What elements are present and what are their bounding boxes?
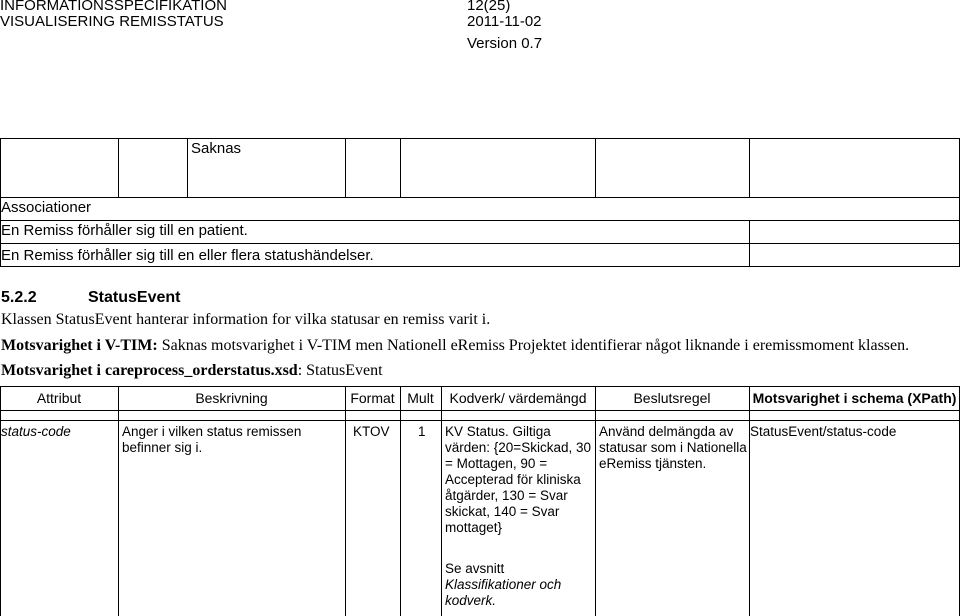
- cell-line: åtgärder, 130 = Svar: [445, 488, 568, 503]
- table-border: [749, 386, 750, 616]
- page-number: 12(25): [467, 0, 511, 14]
- cell-line: = Mottagen, 90 =: [445, 456, 548, 471]
- cell-kodverk: [445, 424, 591, 536]
- table-border: [118, 386, 119, 616]
- table-border: [0, 138, 1, 198]
- cell-xpath: StatusEvent/status-code: [750, 424, 897, 439]
- table-border: [0, 410, 960, 411]
- column-header-format: Format: [350, 390, 395, 406]
- cell-beslutsregel: [599, 424, 747, 472]
- xsd-paragraph: [1, 362, 383, 380]
- vtim-label: Motsvarighet i V-TIM:: [1, 337, 158, 354]
- cell-line: Anger i vilken status remissen: [122, 424, 302, 439]
- doc-subtitle: VISUALISERING REMISSTATUS: [0, 13, 224, 30]
- table-border: [0, 266, 960, 267]
- table-border: [345, 386, 346, 616]
- section-title: StatusEvent: [88, 289, 181, 306]
- cell-format: KTOV: [353, 424, 390, 439]
- column-header-mult: Mult: [407, 390, 434, 406]
- vtim-paragraph: [1, 337, 909, 355]
- cell-line-italic: Klassifikationer och: [445, 577, 562, 592]
- vtim-text: Saknas motsvarighet i V-TIM men Nationell eRemiss Projektet identifierar något liknande i eremissmoment klassen.: [157, 337, 910, 354]
- table-border: [595, 138, 596, 198]
- table-border: [749, 138, 750, 198]
- cell-line: KV Status. Giltiga: [445, 424, 551, 439]
- table-border: [0, 420, 960, 421]
- cell-mult: 1: [418, 424, 426, 439]
- cell-line: eRemiss tjänsten.: [599, 456, 707, 471]
- cell-line: Använd delmängda av: [599, 424, 734, 439]
- table-border: [0, 243, 960, 244]
- table-border: [187, 138, 188, 198]
- table-border: [441, 386, 442, 616]
- section-number: 5.2.2: [1, 289, 37, 306]
- table-border: [400, 386, 401, 616]
- cell-line-italic: kodverk.: [445, 593, 497, 608]
- cell-line: Se avsnitt: [445, 561, 505, 576]
- doc-title: INFORMATIONSSPECIFIKATION: [0, 0, 227, 14]
- associations-title: Associationer: [1, 199, 92, 216]
- table-border: [118, 138, 119, 198]
- column-header-kodverk: Kodverk/ värdemängd: [449, 390, 587, 406]
- table-border: [0, 386, 1, 616]
- table-border: [0, 220, 960, 221]
- table-border: [749, 220, 750, 267]
- saknas-label: Saknas: [191, 140, 242, 157]
- table-border: [0, 197, 960, 198]
- cell-line: mottaget}: [445, 520, 503, 535]
- cell-line: värden: {20=Skickad, 30: [445, 440, 591, 455]
- table-border: [0, 138, 960, 139]
- doc-date: 2011-11-02: [467, 13, 542, 30]
- section-intro: Klassen StatusEvent hanterar information for vilka statusar en remiss varit i.: [1, 311, 491, 328]
- cell-line: skickat, 140 = Svar: [445, 504, 560, 519]
- cell-attribut: status-code: [1, 424, 71, 439]
- association-row: En Remiss förhåller sig till en eller flera statushändelser.: [1, 247, 374, 264]
- column-header-beslutsregel: Beslutsregel: [633, 390, 711, 406]
- cell-line: Accepterad för kliniska: [445, 472, 581, 487]
- association-row: En Remiss förhåller sig till en patient.: [1, 222, 248, 239]
- doc-version: Version 0.7: [467, 35, 543, 52]
- table-border: [400, 138, 401, 198]
- cell-line: statusar som i Nationella: [599, 440, 747, 455]
- cell-kodverk-reference: [445, 561, 561, 609]
- cell-line: befinner sig i.: [122, 440, 203, 455]
- cell-beskrivning: [122, 424, 301, 456]
- xsd-label: Motsvarighet i careprocess_orderstatus.xsd: [1, 362, 298, 379]
- column-header-attribut: Attribut: [36, 390, 82, 406]
- table-border: [345, 138, 346, 198]
- column-header-xpath: Motsvarighet i schema (XPath): [752, 390, 957, 406]
- table-border: [595, 386, 596, 616]
- xsd-text: : StatusEvent: [297, 362, 383, 379]
- table-border: [0, 386, 960, 387]
- column-header-beskrivning: Beskrivning: [195, 390, 268, 406]
